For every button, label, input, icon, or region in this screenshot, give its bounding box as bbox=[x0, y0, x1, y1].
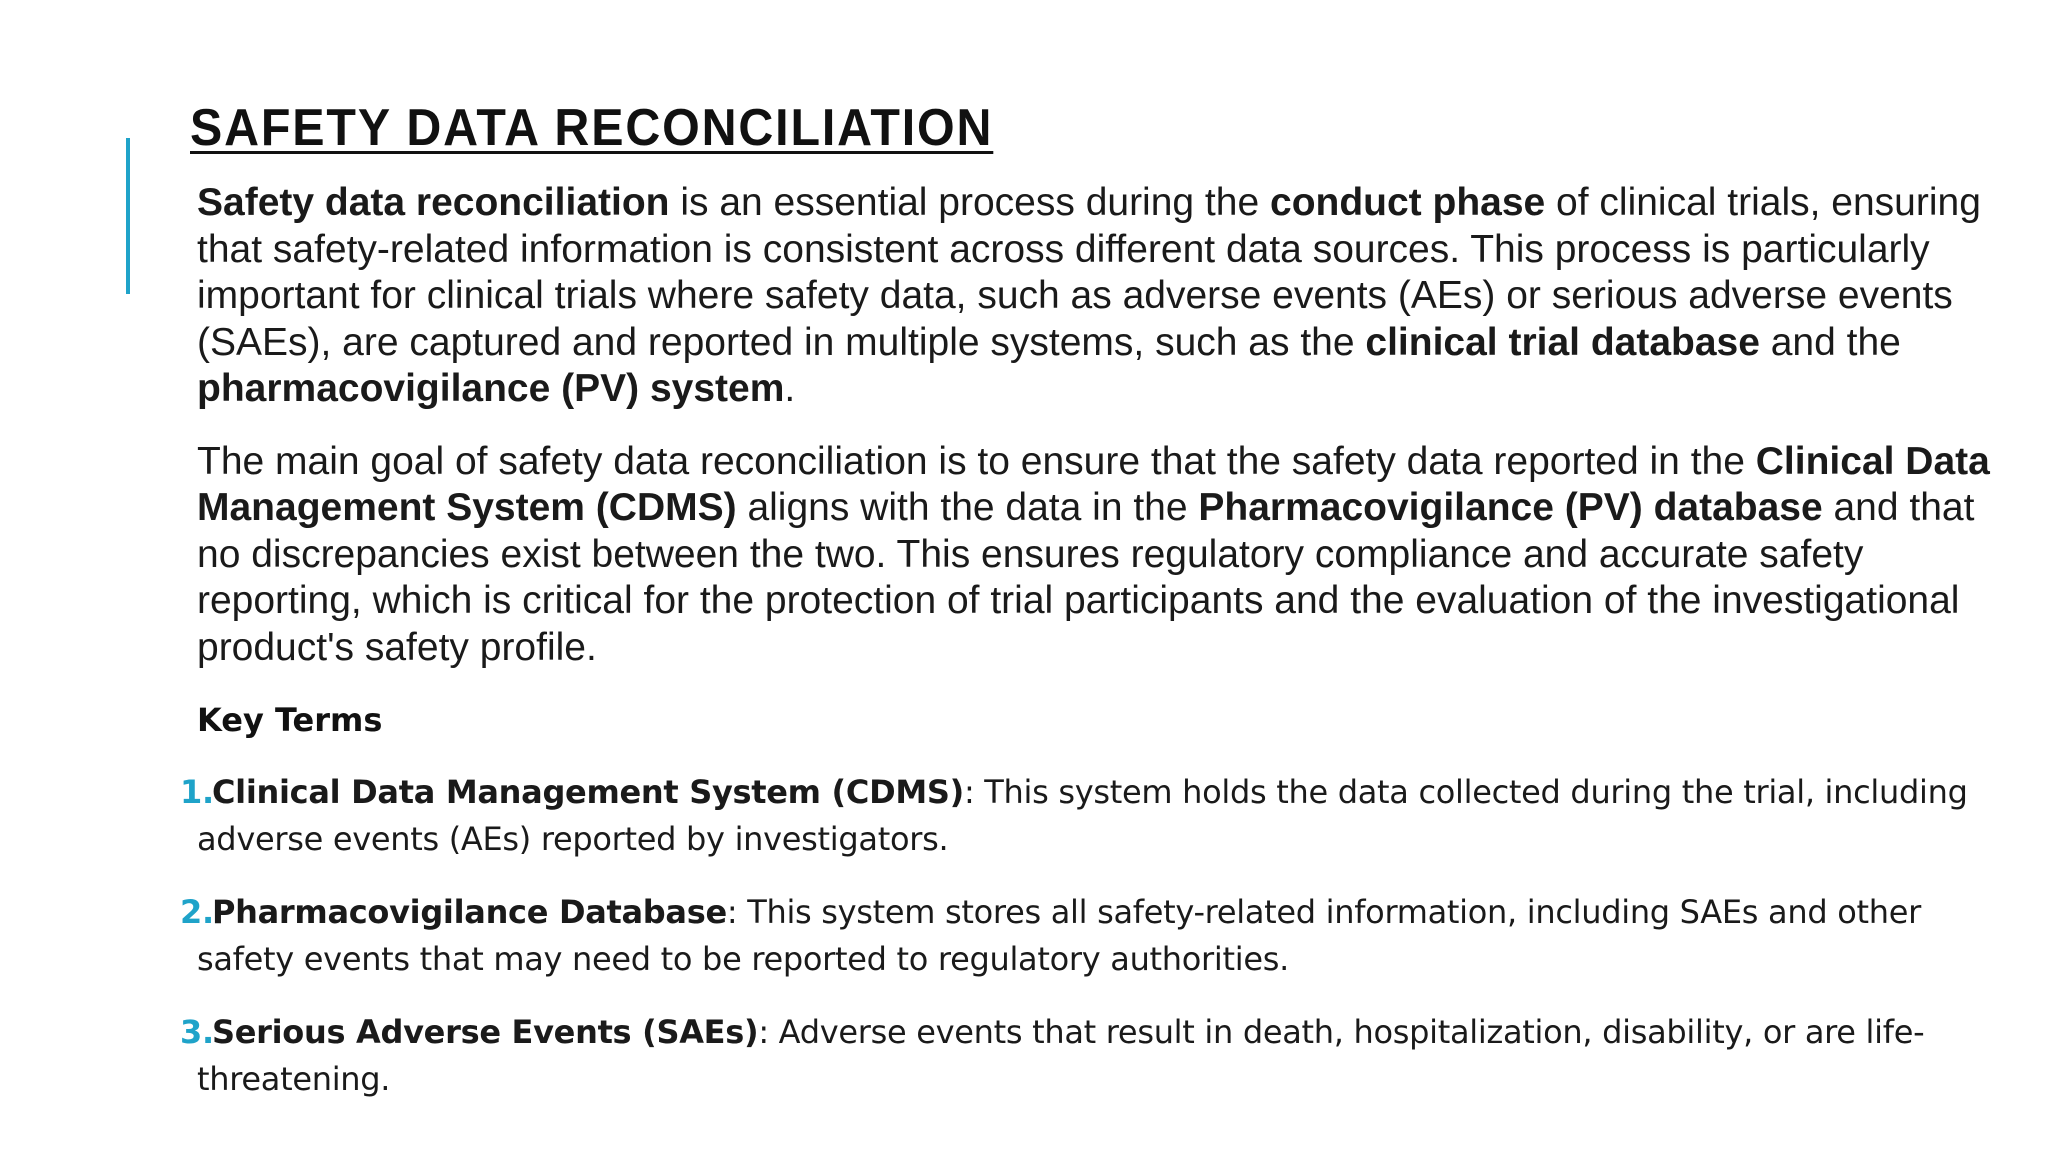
text-run: and that no discrepancies exist between the two. This ensures regulatory compliance and accurate safety reporting, which is critical for the protection of trial participants and the evaluation of the investigational product's safety profile. bbox=[197, 486, 1975, 669]
bold-phrase: clinical trial database bbox=[1365, 320, 1760, 364]
text-run: aligns with the data in the bbox=[736, 486, 1199, 529]
term-description: Adverse events that result in death, hospitalization, disability, or are life-threatening. bbox=[197, 1013, 1925, 1098]
term-number: 1. bbox=[180, 773, 214, 811]
term-item bbox=[180, 889, 2017, 983]
key-terms-heading: Key Terms bbox=[197, 701, 383, 739]
slide-title: SAFETY DATA RECONCILIATION bbox=[190, 99, 994, 157]
term-separator: : bbox=[963, 773, 975, 811]
text-run: The main goal of safety data reconciliation is to ensure that the safety data reported in the bbox=[197, 439, 1756, 483]
bold-phrase: Pharmacovigilance (PV) database bbox=[1198, 486, 1823, 529]
term-description: This system stores all safety-related information, including SAEs and other safety events that may need to be reported to regulatory authorities. bbox=[197, 893, 1921, 978]
text-run: is an essential process during the bbox=[669, 181, 1270, 224]
term-description: This system holds the data collected during the trial, including adverse events (AEs) reported by investigators. bbox=[197, 773, 1968, 858]
term-name: Serious Adverse Events (SAEs) bbox=[212, 1013, 759, 1051]
text-run: of clinical trials, ensuring that safety-related information is consistent across different data sources. This process is particularly important for clinical trials where safety data, such as adverse events (AEs) or serious adverse events (SAEs), are captured and reported in multiple systems, such as the bbox=[197, 181, 1981, 364]
accent-bar bbox=[126, 138, 130, 294]
term-name: Clinical Data Management System (CDMS) bbox=[212, 773, 964, 811]
term-item bbox=[180, 769, 2017, 863]
term-number: 3. bbox=[180, 1013, 214, 1051]
bold-phrase: conduct phase bbox=[1270, 181, 1546, 224]
text-run: and the bbox=[1759, 320, 1901, 364]
bold-phrase: pharmacovigilance (PV) system bbox=[197, 367, 785, 410]
term-number: 2. bbox=[180, 893, 214, 931]
term-name: Pharmacovigilance Database bbox=[212, 893, 727, 931]
goal-paragraph bbox=[197, 439, 2017, 672]
intro-paragraph bbox=[197, 180, 2017, 413]
term-separator: : bbox=[726, 893, 738, 931]
slide-body bbox=[180, 180, 2017, 1129]
term-separator: : bbox=[758, 1013, 769, 1051]
term-item bbox=[180, 1009, 2017, 1103]
text-run: . bbox=[784, 367, 796, 410]
bold-phrase: Safety data reconciliation bbox=[197, 181, 670, 224]
bold-phrase: Clinical Data Management System (CDMS) bbox=[197, 439, 1990, 529]
